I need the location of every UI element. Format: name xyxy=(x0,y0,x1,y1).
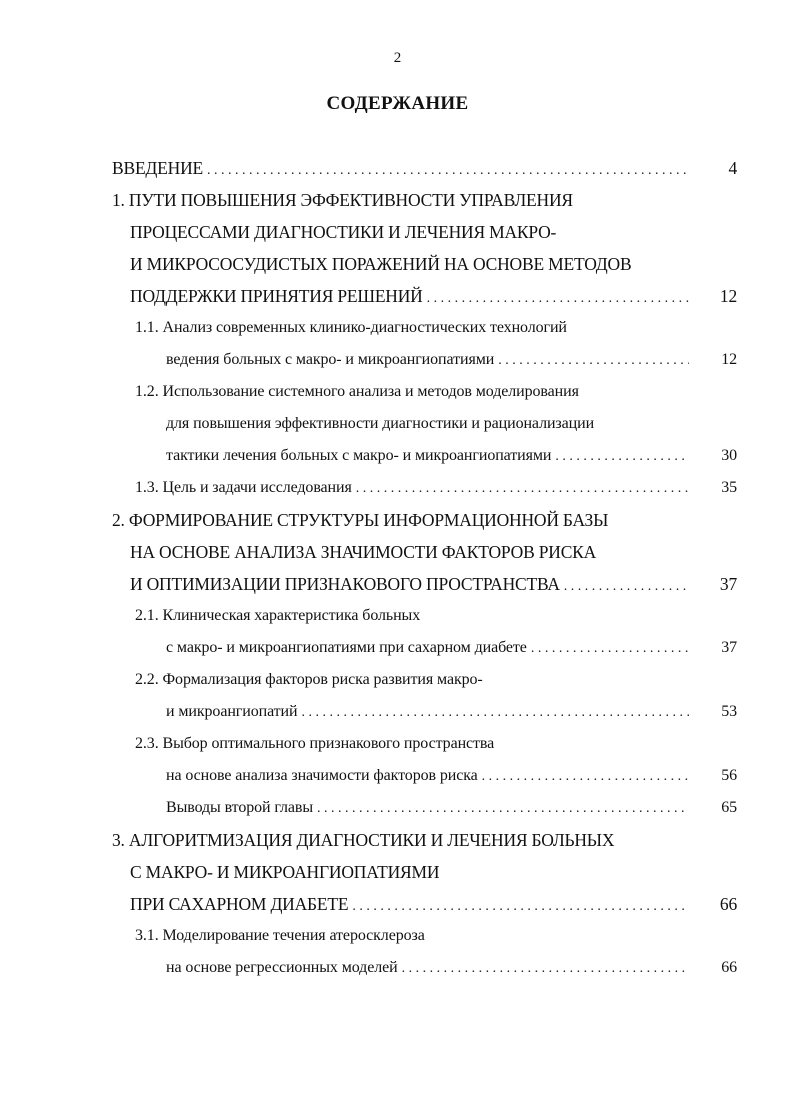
toc-entry-section-3-1[interactable] xyxy=(0,920,795,984)
toc-page-number: 65 xyxy=(721,799,737,816)
toc-page-number: 66 xyxy=(719,894,737,914)
toc-entry-chapter-3[interactable] xyxy=(0,824,795,920)
dot-leader xyxy=(498,345,689,377)
toc-entry-title: 3. АЛГОРИТМИЗАЦИЯ ДИАГНОСТИКИ И ЛЕЧЕНИЯ БОЛЬНЫХ xyxy=(112,830,615,850)
toc-page-number: 35 xyxy=(721,479,737,496)
toc-entry-section-1-2[interactable] xyxy=(0,376,795,472)
toc-page-number: 30 xyxy=(721,447,737,464)
toc-page-number: 12 xyxy=(719,286,737,306)
toc-entry-title: И ОПТИМИЗАЦИИ ПРИЗНАКОВОГО ПРОСТРАНСТВА xyxy=(130,574,560,594)
toc-page-number: 53 xyxy=(721,703,737,720)
dot-leader xyxy=(564,571,689,603)
toc-entry-title: НА ОСНОВЕ АНАЛИЗА ЗНАЧИМОСТИ ФАКТОРОВ РИСКА xyxy=(130,542,597,562)
toc-page-number: 4 xyxy=(728,158,737,178)
dot-leader xyxy=(356,473,689,505)
dot-leader xyxy=(531,633,689,665)
toc-page-number: 12 xyxy=(721,351,737,368)
dot-leader xyxy=(482,761,689,793)
toc-entry-title: 2.3. Выбор оптимального признакового пространства xyxy=(135,735,495,752)
toc-entry-title: тактики лечения больных с макро- и микроангиопатиями xyxy=(166,447,552,464)
toc-entry-title: ПРИ САХАРНОМ ДИАБЕТЕ xyxy=(130,894,349,914)
toc-entry-title: 1. ПУТИ ПОВЫШЕНИЯ ЭФФЕКТИВНОСТИ УПРАВЛЕНИЯ xyxy=(112,190,573,210)
page-number: 2 xyxy=(393,50,402,66)
toc-entry-title: с макро- и микроангиопатиями при сахарном диабете xyxy=(166,639,527,656)
dot-leader xyxy=(427,283,689,315)
toc-entry-title: С МАКРО- И МИКРОАНГИОПАТИЯМИ xyxy=(130,862,440,882)
toc-page-number: 37 xyxy=(719,574,737,594)
toc-entry-title: 1.1. Анализ современных клинико-диагностических технологий xyxy=(135,319,567,336)
toc-page-number: 37 xyxy=(721,639,737,656)
toc-page-number: 66 xyxy=(721,959,737,976)
table-of-contents xyxy=(0,152,795,984)
toc-entry-title: ПРОЦЕССАМИ ДИАГНОСТИКИ И ЛЕЧЕНИЯ МАКРО- xyxy=(130,222,557,242)
toc-entry-chapter-1[interactable] xyxy=(0,184,795,312)
toc-entry-section-1-3[interactable] xyxy=(0,472,795,504)
page-title: СОДЕРЖАНИЕ xyxy=(326,93,469,114)
toc-entry-title: ВВЕДЕНИЕ xyxy=(112,158,204,178)
toc-page-number: 56 xyxy=(721,767,737,784)
dot-leader xyxy=(301,697,689,729)
toc-entry-title: 2.2. Формализация факторов риска развития макро- xyxy=(135,671,483,688)
toc-entry-title: 1.2. Использование системного анализа и методов моделирования xyxy=(135,383,579,400)
toc-entry-title: Выводы второй главы xyxy=(166,799,314,816)
dot-leader xyxy=(207,155,689,187)
dot-leader xyxy=(402,953,689,985)
toc-entry-title: ПОДДЕРЖКИ ПРИНЯТИЯ РЕШЕНИЙ xyxy=(130,286,423,306)
toc-entry-title: ведения больных с макро- и микроангиопатиями xyxy=(166,351,495,368)
toc-entry-section-2-2[interactable] xyxy=(0,664,795,728)
toc-entry-chapter-2-conclusions[interactable] xyxy=(0,792,795,824)
toc-entry-title: на основе анализа значимости факторов риска xyxy=(166,767,478,784)
toc-entry-title: 2. ФОРМИРОВАНИЕ СТРУКТУРЫ ИНФОРМАЦИОННОЙ БАЗЫ xyxy=(112,510,609,530)
toc-entry-title: на основе регрессионных моделей xyxy=(166,959,398,976)
toc-entry-introduction[interactable] xyxy=(0,152,795,184)
toc-entry-section-1-1[interactable] xyxy=(0,312,795,376)
toc-entry-section-2-1[interactable] xyxy=(0,600,795,664)
toc-entry-section-2-3[interactable] xyxy=(0,728,795,792)
toc-entry-title: 2.1. Клиническая характеристика больных xyxy=(135,607,421,624)
toc-entry-title: для повышения эффективности диагностики и рационализации xyxy=(166,415,595,432)
dot-leader xyxy=(352,891,689,923)
toc-entry-title: и микроангиопатий xyxy=(166,703,298,720)
dot-leader xyxy=(317,793,689,825)
dot-leader xyxy=(555,441,689,473)
toc-entry-title: 1.3. Цель и задачи исследования xyxy=(135,479,352,496)
toc-entry-chapter-2[interactable] xyxy=(0,504,795,600)
toc-entry-title: И МИКРОСОСУДИСТЫХ ПОРАЖЕНИЙ НА ОСНОВЕ МЕТОДОВ xyxy=(130,254,632,274)
toc-entry-title: 3.1. Моделирование течения атеросклероза xyxy=(135,927,425,944)
